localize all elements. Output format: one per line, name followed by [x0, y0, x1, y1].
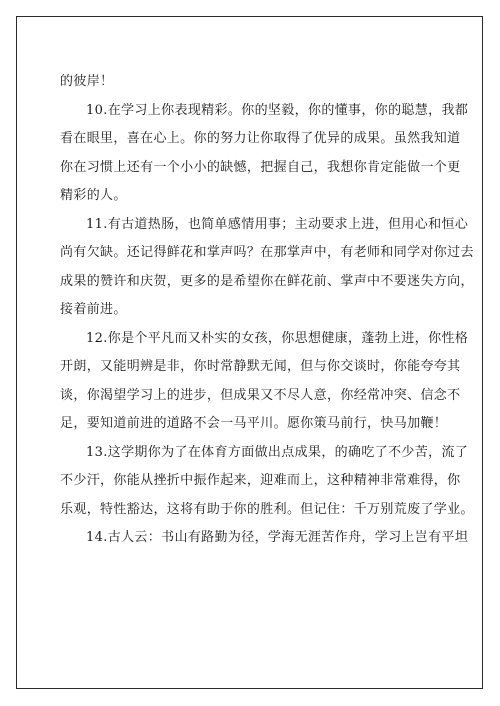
text-line: 足，要知道前进的道路不会一马平川。愿你策马前行，快马加鞭！	[60, 416, 448, 431]
text-line: 14.古人云：书山有路勤为径，学海无涯苦作舟，学习上岂有平坦	[86, 530, 469, 545]
text-line: 12.你是个平凡而又朴实的女孩，你思想健康，蓬勃上进，你性格	[86, 330, 469, 346]
text-line: 13.这学期你为了在体育方面做出点成果，的确吃了不少苦，流了	[86, 444, 469, 460]
text-line: 乐观，特性豁达，这将有助于你的胜利。但记住：千万别荒废了学业。	[60, 501, 474, 517]
text-line: 谈，你渴望学习上的进步，但成果又不尽人意，你经常冲突、信念不	[60, 387, 461, 403]
text-line: 开朗，又能明辨是非，你时常静默无闻，但与你交谈时，你能夸夸其	[60, 359, 461, 374]
text-line: 的彼岸！	[60, 74, 114, 89]
document-body	[60, 68, 474, 553]
text-line: 看在眼里，喜在心上。你的努力让你取得了优异的成果。虽然我知道	[60, 131, 461, 146]
text-line: 你在习惯上还有一个小小的缺憾，把握自己，我想你肯定能做一个更	[60, 159, 461, 175]
text-line: 不少汗，你能从挫折中振作起来，迎难而上，这种精神非常难得，你	[60, 473, 461, 488]
text-line: 精彩的人。	[60, 188, 127, 203]
text-line: 接着前进。	[60, 302, 127, 317]
text-line: 11.有古道热肠，也简单感情用事；主动要求上进，但用心和恒心	[86, 216, 469, 232]
text-line: 尚有欠缺。还记得鲜花和掌声吗？在那掌声中，有老师和同学对你过去	[60, 245, 474, 260]
text-line: 10.在学习上你表现精彩。你的坚毅，你的懂事，你的聪慧，我都	[86, 102, 469, 118]
text-line: 成果的赞许和庆贺，更多的是希望你在鲜花前、掌声中不要迷失方向，	[60, 273, 474, 289]
